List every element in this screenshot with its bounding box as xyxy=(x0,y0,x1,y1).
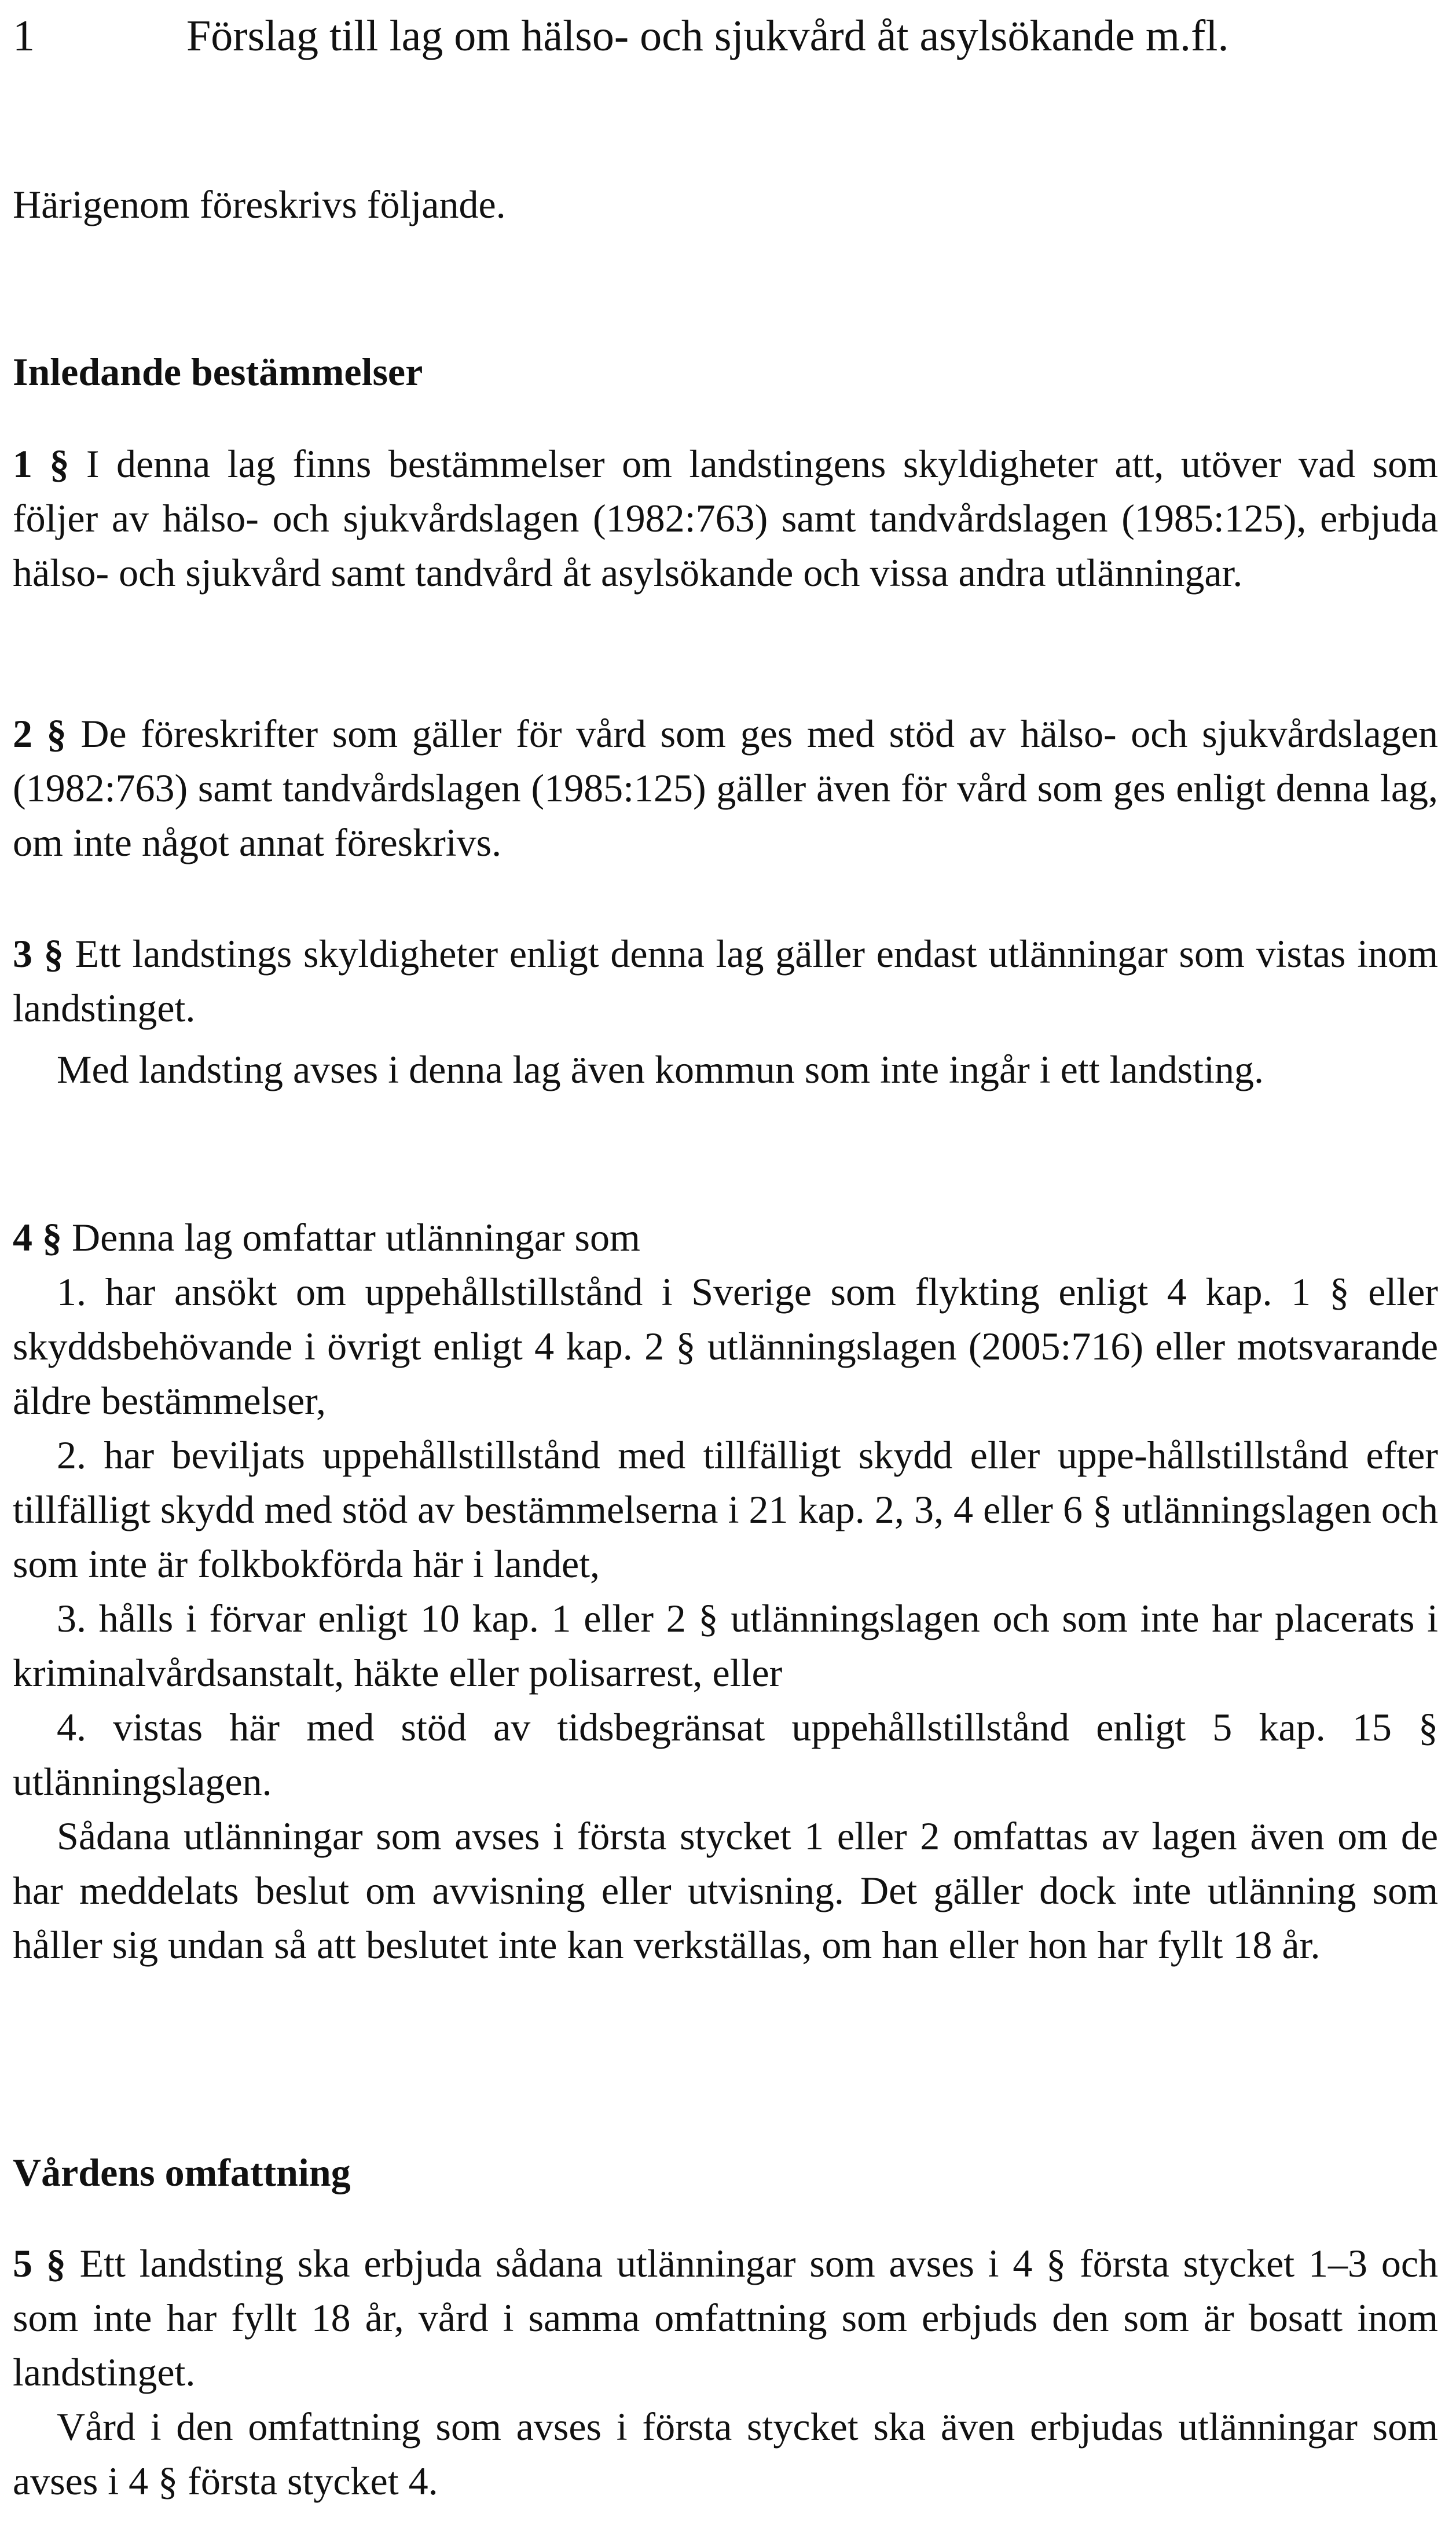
section-heading-vardens-omfattning: Vårdens omfattning xyxy=(13,2150,351,2194)
section-heading-inledande: Inledande bestämmelser xyxy=(13,350,423,394)
paragraph-number-5: 5 § xyxy=(13,2241,66,2285)
paragraph-2-text: De föreskrifter som gäller för vård som ges med stöd av hälso- och sjukvårdslagen (1982:763) samt tandvårdslagen (1985:125) gäller även för vård som ges enligt denna lag, om inte något annat föreskrivs. xyxy=(13,712,1439,864)
list-item-2: 2. har beviljats uppehållstillstånd med tillfälligt skydd eller uppe-hållstillstånd efter tillfälligt skydd med stöd av bestämmelserna i 21 kap. 2, 3, 4 eller 6 § utlänningslagen och som inte är folkbokförda här i landet, xyxy=(13,1433,1438,1586)
paragraph-1 xyxy=(13,437,1438,600)
paragraph-1-text: I denna lag finns bestämmelser om landstingens skyldigheter att, utöver vad som följer av hälso- och sjukvårdslagen (1982:763) samt tandvårdslagen (1985:125), erbjuda hälso- och sjukvård samt tandvård åt asylsökande och vissa andra utlänningar. xyxy=(13,442,1439,595)
paragraph-3-text: Ett landstings skyldigheter enligt denna lag gäller endast utlänningar som vistas inom landstinget. xyxy=(13,932,1439,1030)
paragraph-2 xyxy=(13,706,1438,870)
paragraph-number-3: 3 § xyxy=(13,932,64,976)
paragraph-3 xyxy=(13,926,1438,1035)
paragraph-4-continuation: Sådana utlänningar som avses i första stycket 1 eller 2 omfattas av lagen även om de har meddelats beslut om avvisning eller utvisning. Det gäller dock inte utlänning som håller sig undan så att beslutet inte kan verkställas, om han eller hon har fyllt 18 år. xyxy=(13,1814,1438,1967)
paragraph-number-2: 2 § xyxy=(13,712,67,756)
paragraph-4 xyxy=(13,1210,1438,1265)
title-number: 1 xyxy=(13,12,35,60)
list-item-3: 3. hålls i förvar enligt 10 kap. 1 eller 2 § utlänningslagen och som inte har placerats i kriminalvårdsanstalt, häkte eller polisarrest, eller xyxy=(13,1596,1438,1695)
title-text: Förslag till lag om hälso- och sjukvård åt asylsökande m.fl. xyxy=(186,12,1229,60)
paragraph-5-text: Ett landsting ska erbjuda sådana utlänningar som avses i 4 § första stycket 1–3 och som inte har fyllt 18 år, vård i samma omfattning som erbjuds den som är bosatt inom landstinget. xyxy=(13,2241,1438,2394)
intro-text: Härigenom föreskrivs följande. xyxy=(13,182,506,226)
paragraph-5-continuation: Vård i den omfattning som avses i första stycket ska även erbjudas utlänningar som avses i 4 § första stycket 4. xyxy=(13,2405,1438,2503)
paragraph-number-1: 1 § xyxy=(13,442,69,486)
list-item-4: 4. vistas här med stöd av tidsbegränsat uppehållstillstånd enligt 5 kap. 15 § utlänningslagen. xyxy=(13,1705,1438,1804)
paragraph-number-4: 4 § xyxy=(13,1215,62,1259)
paragraph-3-continuation: Med landsting avses i denna lag även kommun som inte ingår i ett landsting. xyxy=(57,1047,1264,1091)
paragraph-4-text: Denna lag omfattar utlänningar som xyxy=(72,1215,640,1259)
paragraph-5 xyxy=(13,2236,1438,2399)
list-item-1: 1. har ansökt om uppehållstillstånd i Sverige som flykting enligt 4 kap. 1 § eller skyddsbehövande i övrigt enligt 4 kap. 2 § utlänningslagen (2005:716) eller motsvarande äldre bestämmelser, xyxy=(13,1270,1438,1423)
